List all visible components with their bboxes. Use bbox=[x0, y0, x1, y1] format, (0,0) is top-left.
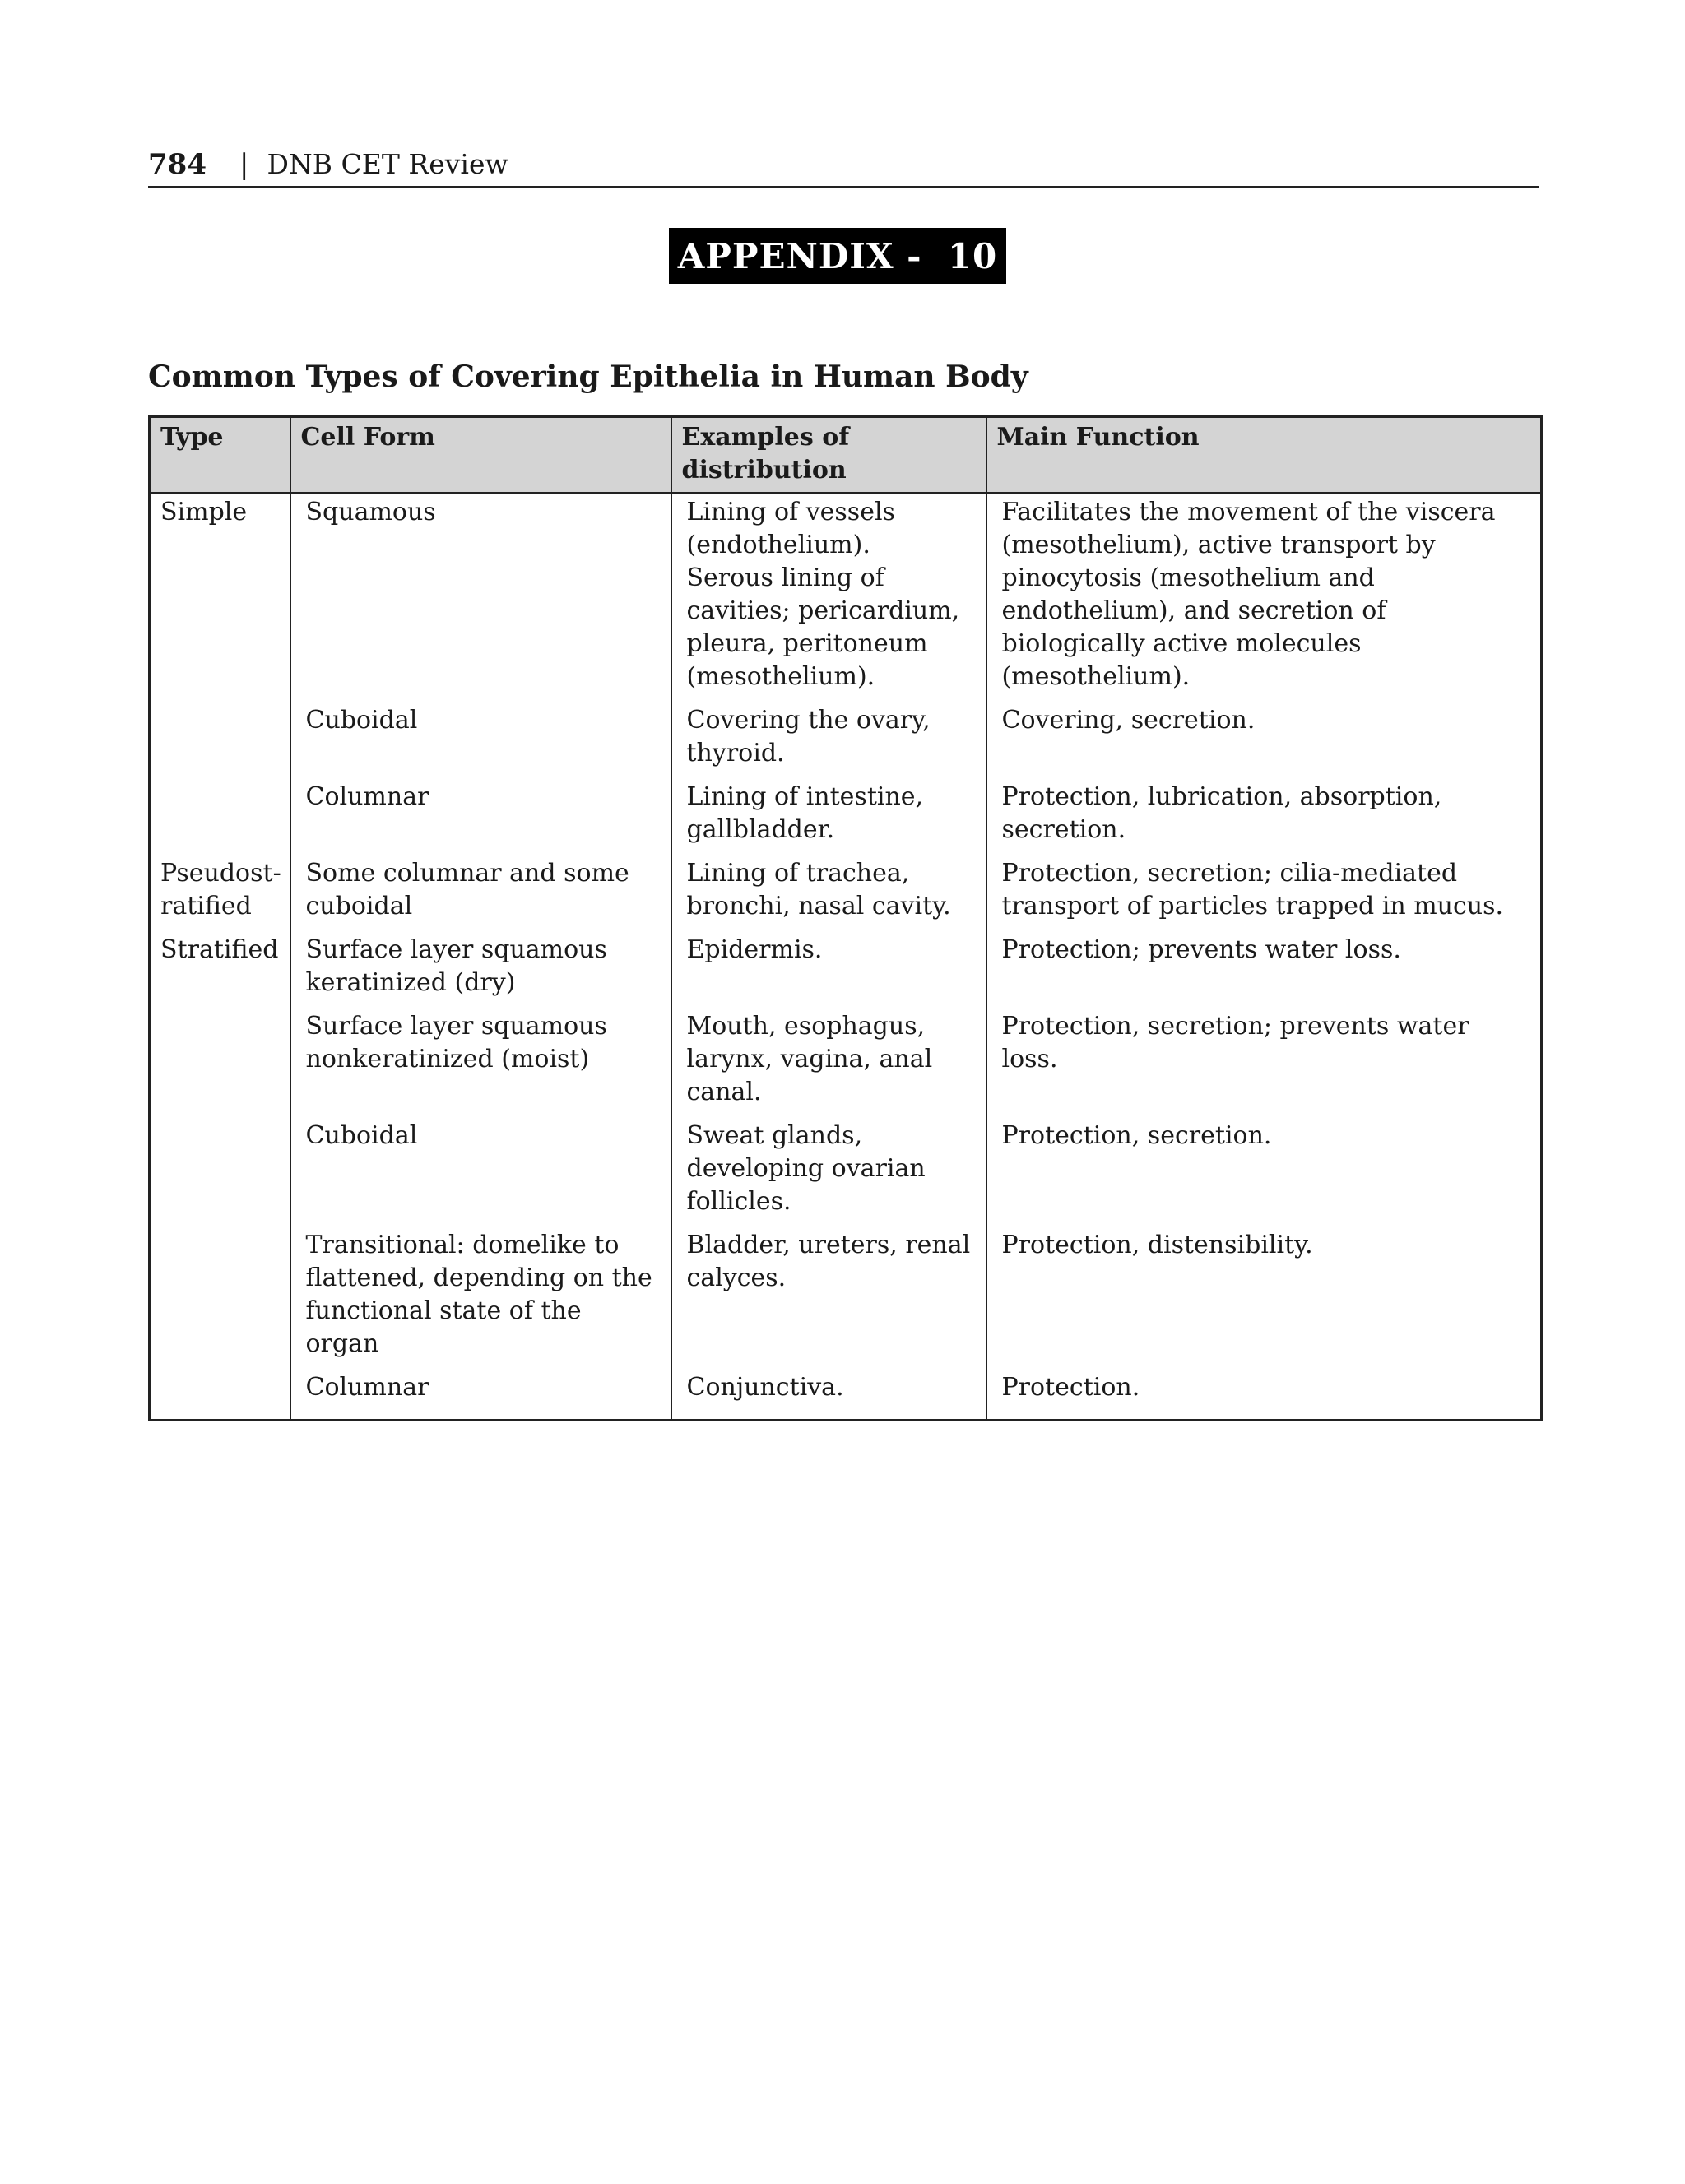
examples-cell bbox=[671, 857, 986, 934]
column-header-type: Type bbox=[150, 417, 290, 494]
running-header bbox=[148, 145, 1539, 188]
cell-form-cell: Cuboidal bbox=[290, 704, 671, 781]
type-cell bbox=[150, 1120, 290, 1229]
function-cell: Protection, secretion. bbox=[986, 1120, 1542, 1229]
example-line: Lining of trachea, bronchi, nasal cavity. bbox=[686, 859, 951, 920]
cell-form-cell: Transitional: domelike to flattened, depending on the functional state of the organ bbox=[290, 1229, 671, 1371]
type-cell: Stratified bbox=[150, 934, 290, 1010]
table-row bbox=[150, 781, 1542, 857]
page-number: 784 bbox=[148, 148, 207, 181]
example-line: Sweat glands, developing ovarian follicles. bbox=[686, 1121, 926, 1216]
examples-cell bbox=[671, 781, 986, 857]
type-cell bbox=[150, 1010, 290, 1120]
examples-cell bbox=[671, 1229, 986, 1371]
table-row bbox=[150, 857, 1542, 934]
example-line: Serous lining of cavities; pericardium, pleura, peritoneum (mesothelium). bbox=[686, 563, 960, 691]
table-row bbox=[150, 494, 1542, 705]
function-cell: Protection, secretion; prevents water loss. bbox=[986, 1010, 1542, 1120]
example-line: Mouth, esophagus, larynx, vagina, anal canal. bbox=[686, 1012, 933, 1106]
function-cell: Protection, secretion; cilia-mediated transport of particles trapped in mucus. bbox=[986, 857, 1542, 934]
function-cell: Covering, secretion. bbox=[986, 704, 1542, 781]
example-line: Lining of intestine, gallbladder. bbox=[686, 782, 924, 844]
table-row bbox=[150, 934, 1542, 1010]
example-line: Covering the ovary, thyroid. bbox=[686, 706, 931, 767]
function-cell: Protection, distensibility. bbox=[986, 1229, 1542, 1371]
cell-form-cell: Surface layer squamous nonkeratinized (moist) bbox=[290, 1010, 671, 1120]
function-cell: Protection, lubrication, absorption, secretion. bbox=[986, 781, 1542, 857]
table-row bbox=[150, 1371, 1542, 1421]
table-row bbox=[150, 1120, 1542, 1229]
examples-cell bbox=[671, 704, 986, 781]
type-cell bbox=[150, 704, 290, 781]
type-cell: Simple bbox=[150, 494, 290, 705]
table-row bbox=[150, 1229, 1542, 1371]
header-separator: | bbox=[239, 148, 249, 181]
cell-form-cell: Some columnar and some cuboidal bbox=[290, 857, 671, 934]
table-header-row bbox=[150, 417, 1542, 494]
example-line: Epidermis. bbox=[686, 935, 823, 964]
type-cell bbox=[150, 781, 290, 857]
section-title: Common Types of Covering Epithelia in Human Body bbox=[148, 359, 1028, 394]
appendix-label: APPENDIX - 10 bbox=[669, 228, 1006, 284]
function-cell: Protection; prevents water loss. bbox=[986, 934, 1542, 1010]
example-line: Lining of vessels (endothelium). bbox=[686, 498, 895, 559]
example-line: Bladder, ureters, renal calyces. bbox=[686, 1231, 971, 1292]
examples-cell bbox=[671, 934, 986, 1010]
table-row bbox=[150, 1010, 1542, 1120]
type-cell: Pseudost-ratified bbox=[150, 857, 290, 934]
cell-form-cell: Squamous bbox=[290, 494, 671, 705]
function-cell: Facilitates the movement of the viscera (mesothelium), active transport by pinocytosis (mesothelium and endothelium), and secretion of biologically active molecules (mesothelium). bbox=[986, 494, 1542, 705]
example-line: Conjunctiva. bbox=[686, 1373, 844, 1402]
column-header-function: Main Function bbox=[986, 417, 1542, 494]
type-cell bbox=[150, 1229, 290, 1371]
column-header-cell-form: Cell Form bbox=[290, 417, 671, 494]
examples-cell bbox=[671, 1010, 986, 1120]
cell-form-cell: Columnar bbox=[290, 1371, 671, 1421]
examples-cell bbox=[671, 1120, 986, 1229]
book-title: DNB CET Review bbox=[267, 148, 508, 180]
examples-cell bbox=[671, 494, 986, 705]
column-header-examples: Examples of distribution bbox=[671, 417, 986, 494]
table-row bbox=[150, 704, 1542, 781]
cell-form-cell: Cuboidal bbox=[290, 1120, 671, 1229]
examples-cell bbox=[671, 1371, 986, 1421]
cell-form-cell: Surface layer squamous keratinized (dry) bbox=[290, 934, 671, 1010]
cell-form-cell: Columnar bbox=[290, 781, 671, 857]
type-cell bbox=[150, 1371, 290, 1421]
function-cell: Protection. bbox=[986, 1371, 1542, 1421]
epithelia-table bbox=[148, 415, 1543, 1421]
